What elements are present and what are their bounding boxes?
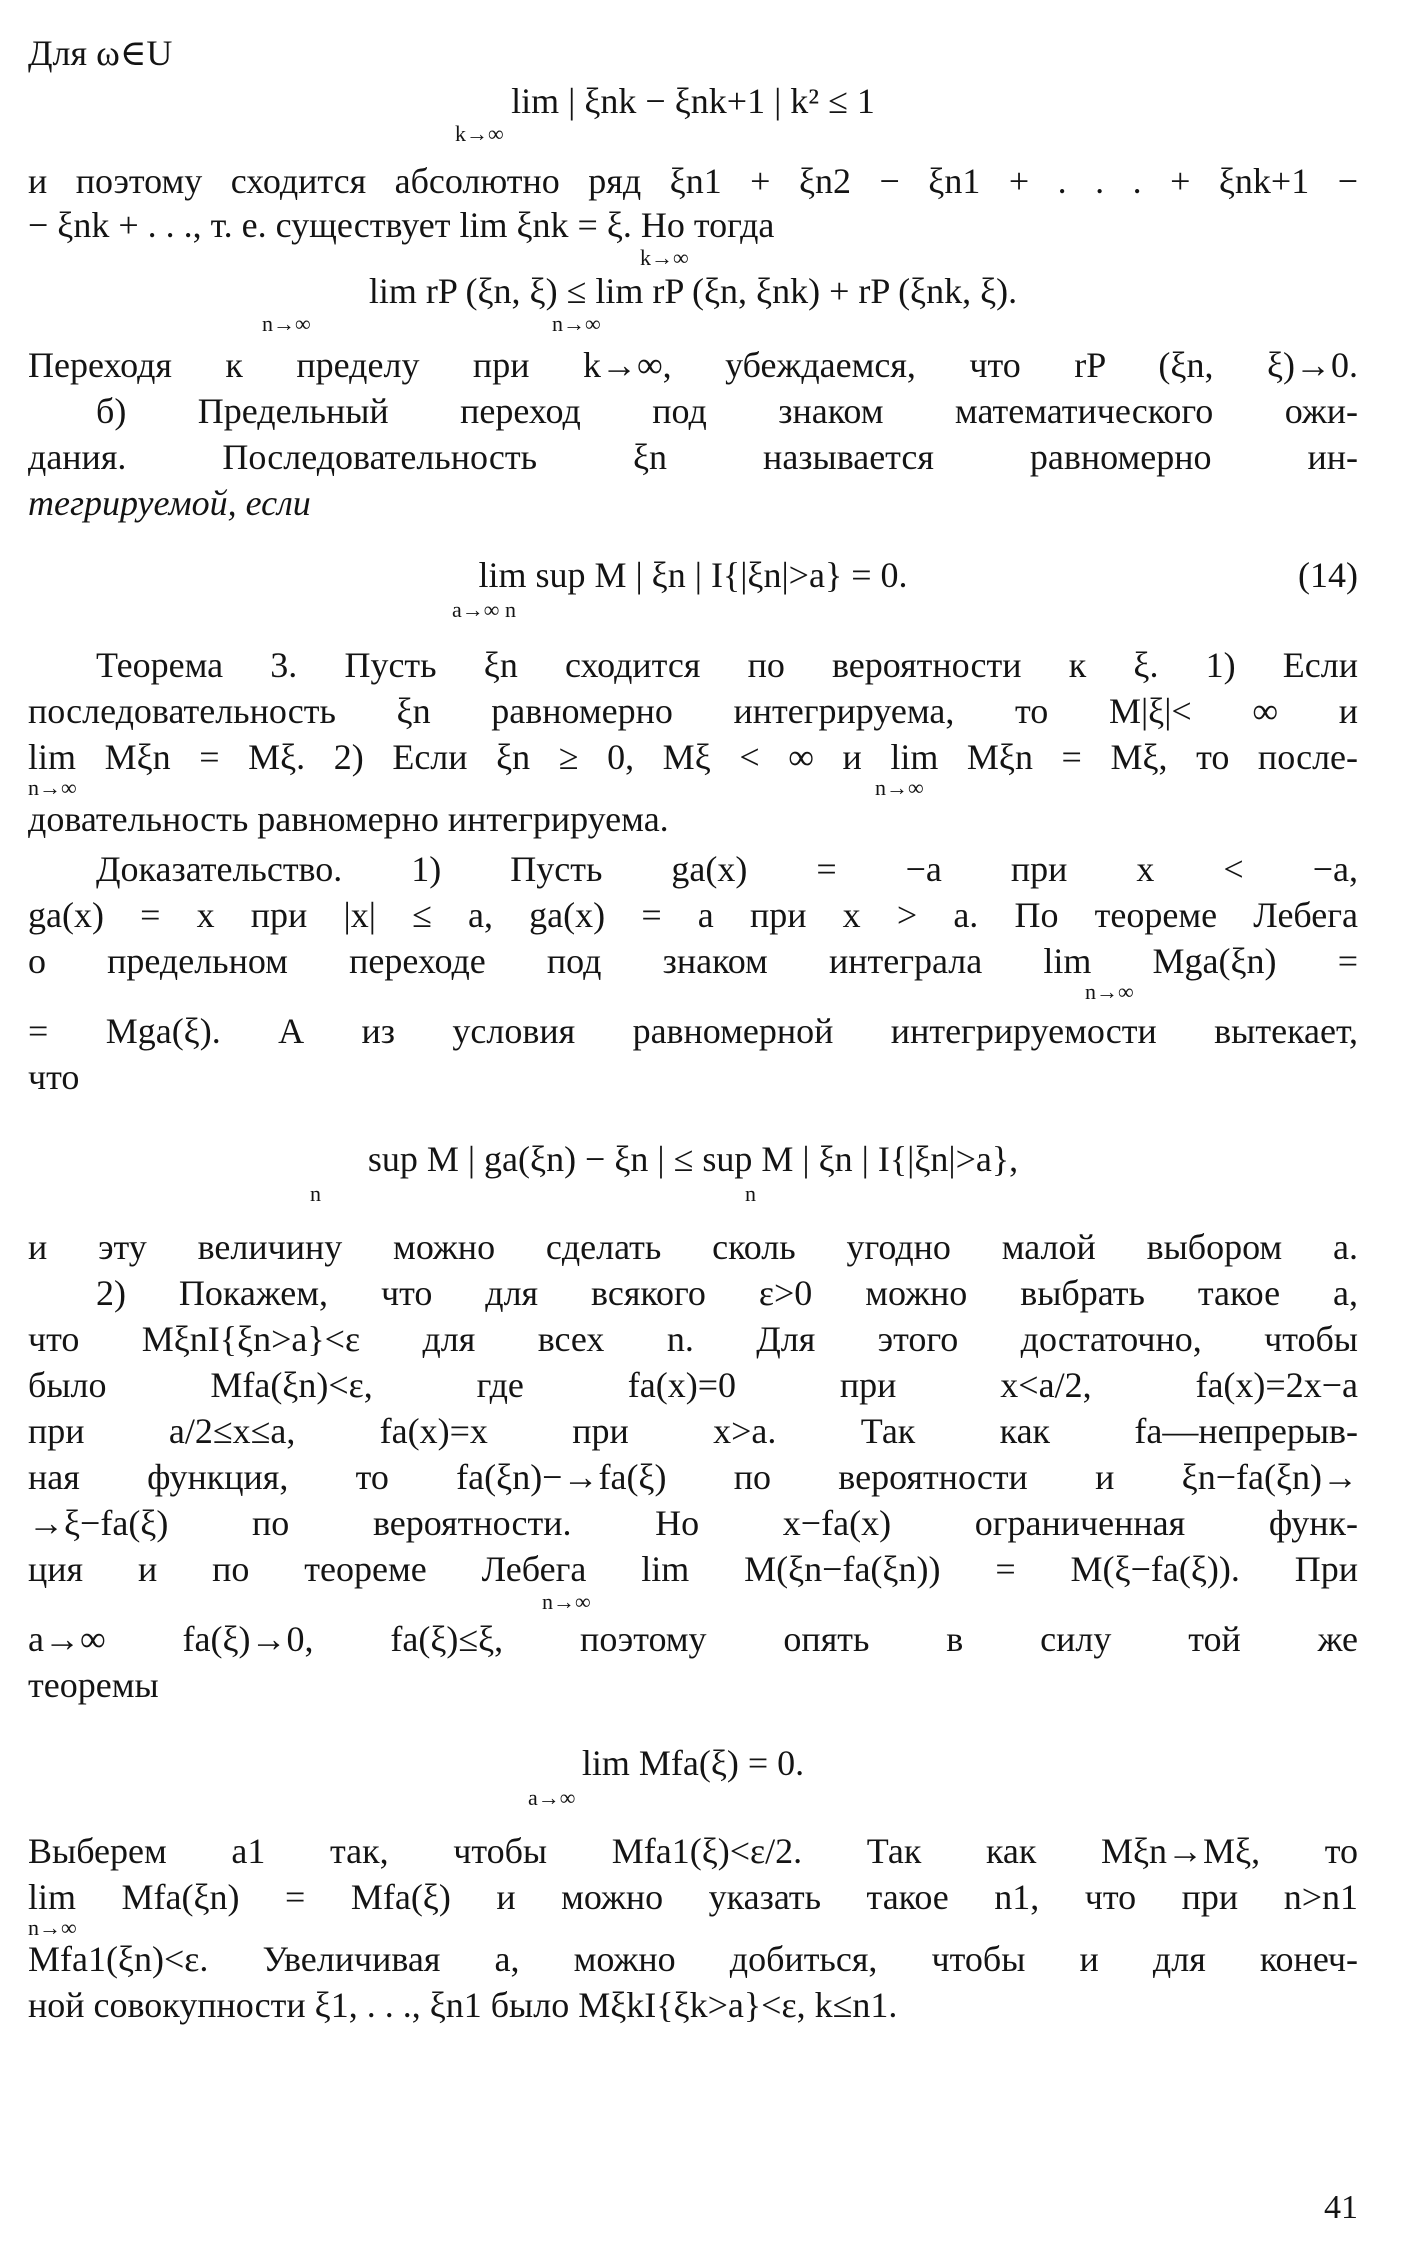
text-line: ная функция, то fa(ξn)−→fa(ξ) по вероятности и ξn−fa(ξn)→ xyxy=(28,1457,1358,1497)
text-line: дания. Последовательность ξn называется равномерно ин- xyxy=(28,437,1358,477)
limit-subscript: k→∞ xyxy=(455,121,504,146)
equation-number: (14) xyxy=(1298,555,1358,595)
text-line: ga(x) = x при |x| ≤ a, ga(x) = a при x > a. По теореме Лебега xyxy=(28,895,1358,935)
text-line: − ξnk + . . ., т. е. существует lim ξnk = ξ. Но тогда xyxy=(28,205,775,245)
text-line: последовательность ξn равномерно интегрируема, то M|ξ|< ∞ и xyxy=(28,691,1358,731)
text-line: lim Mξn = Mξ. 2) Если ξn ≥ 0, Mξ < ∞ и lim Mξn = Mξ, то после- xyxy=(28,737,1358,777)
formula-display: lim Mfa(ξ) = 0. xyxy=(581,1743,805,1783)
text-line: было Mfa(ξn)<ε, где fa(x)=0 при x<a/2, fa(x)=2x−a xyxy=(28,1365,1358,1405)
limit-subscript: a→∞ n xyxy=(452,597,516,622)
proof-line: Доказательство. 1) Пусть ga(x) = −a при x < −a, xyxy=(96,849,1358,889)
limit-subscript: n→∞ xyxy=(552,311,601,336)
text-line: Для ω∈U xyxy=(28,33,173,73)
text-line: Выберем a1 так, чтобы Mfa1(ξ)<ε/2. Так как Mξn→Mξ, то xyxy=(28,1831,1358,1871)
limit-subscript: n→∞ xyxy=(262,311,311,336)
text-line: lim Mfa(ξn) = Mfa(ξ) и можно указать такое n1, что при n>n1 xyxy=(28,1877,1358,1917)
sup-subscript: n xyxy=(310,1181,321,1206)
text-line: что xyxy=(28,1057,80,1097)
sup-subscript: n xyxy=(745,1181,756,1206)
text-line: теоремы xyxy=(28,1665,159,1705)
limit-subscript: n→∞ xyxy=(875,775,924,800)
formula-display: lim sup M | ξn | I{|ξn|>a} = 0. xyxy=(478,555,908,595)
text-line: ной совокупности ξ1, . . ., ξn1 было MξkI{ξk>a}<ε, k≤n1. xyxy=(28,1985,898,2025)
text-line: довательность равномерно интегрируема. xyxy=(28,799,669,839)
limit-subscript: a→∞ xyxy=(528,1785,576,1810)
formula-display: lim | ξnk − ξnk+1 | k² ≤ 1 xyxy=(511,81,875,121)
text-line: →ξ−fa(ξ) по вероятности. Но x−fa(x) ограниченная функ- xyxy=(28,1503,1358,1543)
text-line: тегрируемой, если xyxy=(28,483,311,523)
text-line: б) Предельный переход под знаком математического ожи- xyxy=(96,391,1358,431)
formula-display: lim rP (ξn, ξ) ≤ lim rP (ξn, ξnk) + rP (ξnk, ξ). xyxy=(368,271,1018,311)
limit-subscript: k→∞ xyxy=(640,245,689,270)
limit-subscript: n→∞ xyxy=(28,1915,77,1940)
text-line: Переходя к пределу при k→∞, убеждаемся, что rP (ξn, ξ)→0. xyxy=(28,345,1358,385)
limit-subscript: n→∞ xyxy=(1085,979,1134,1004)
text-line: ция и по теореме Лебега lim M(ξn−fa(ξn)) = M(ξ−fa(ξ)). При xyxy=(28,1549,1358,1589)
theorem-line: Теорема 3. Пусть ξn сходится по вероятности к ξ. 1) Если xyxy=(96,645,1358,685)
text-line: и эту величину можно сделать сколь угодно малой выбором a. xyxy=(28,1227,1358,1267)
text-line: при a/2≤x≤a, fa(x)=x при x>a. Так как fa—непрерыв- xyxy=(28,1411,1358,1451)
formula-display: sup M | ga(ξn) − ξn | ≤ sup M | ξn | I{|ξn|>a}, xyxy=(367,1139,1019,1179)
text-line: 2) Покажем, что для всякого ε>0 можно выбрать такое a, xyxy=(96,1273,1358,1313)
page-number: 41 xyxy=(1324,2189,1358,2226)
text-line: Mfa1(ξn)<ε. Увеличивая a, можно добиться, чтобы и для конеч- xyxy=(28,1939,1358,1979)
text-line: о предельном переходе под знаком интеграла lim Mga(ξn) = xyxy=(28,941,1358,981)
text-line: и поэтому сходится абсолютно ряд ξn1 + ξn2 − ξn1 + . . . + ξnk+1 − xyxy=(28,161,1358,201)
text-line: = Mga(ξ). А из условия равномерной интегрируемости вытекает, xyxy=(28,1011,1358,1051)
limit-subscript: n→∞ xyxy=(28,775,77,800)
text-line: a→∞ fa(ξ)→0, fa(ξ)≤ξ, поэтому опять в силу той же xyxy=(28,1619,1358,1659)
text-line: что MξnI{ξn>a}<ε для всех n. Для этого достаточно, чтобы xyxy=(28,1319,1358,1359)
limit-subscript: n→∞ xyxy=(542,1589,591,1614)
